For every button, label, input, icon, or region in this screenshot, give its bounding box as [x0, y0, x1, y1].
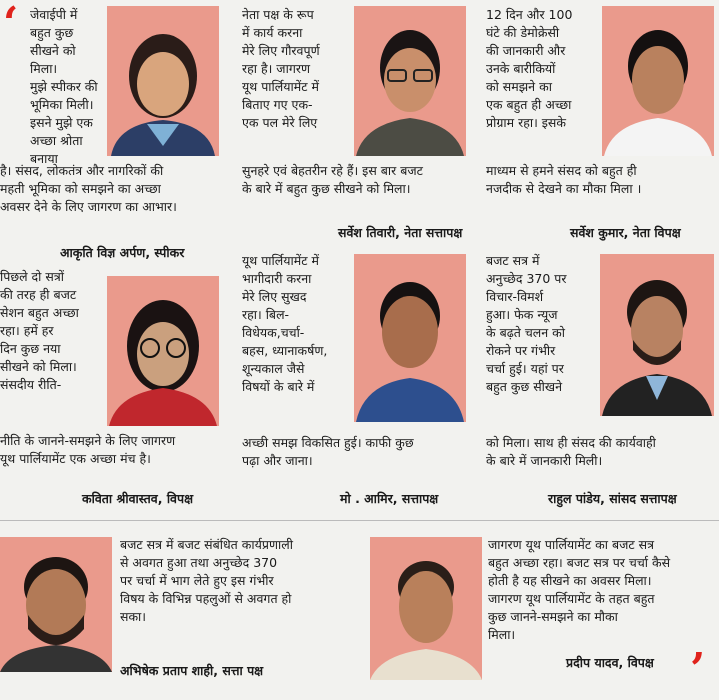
testimonial-8-text: जागरण यूथ पार्लियामेंट का बजट सत्र बहुत अच्छा रहा। बजट सत्र पर चर्चा कैसे होती है यह सीखने का अवसर मिला। जागरण यूथ पार्लियामेंट के तहत बहुत कुछ जानने-समझने का मौका मिला। — [488, 537, 671, 642]
photo-6-portrait — [600, 254, 714, 416]
testimonial-1-signature: आकृति विज्ञ अर्पण, स्पीकर — [60, 245, 185, 260]
photo-4-portrait — [107, 276, 219, 426]
testimonial-4-signature: कविता श्रीवास्तव, विपक्ष — [82, 491, 194, 506]
close-quote-mark: ’ — [690, 644, 706, 695]
testimonial-5-text-top: यूथ पार्लियामेंट में भागीदारी करना मेरे लिए सुखद रहा। बिल- विधेयक,चर्चा- बहस, ध्यानाकर्षण, शून्यकाल जैसे विषयों के बारे में — [242, 253, 328, 394]
photo-3-portrait — [602, 6, 714, 156]
photo-1-portrait — [107, 6, 219, 156]
testimonial-3-text-top: 12 दिन और 100 घंटे की डेमोक्रेसी की जानकारी और उनके बारीकियों को समझने का एक बहुत ही अच्छा प्रोग्राम रहा। इसके — [486, 7, 573, 130]
open-quote-mark: ‘ — [3, 0, 19, 49]
testimonial-4-text-bottom: नीति के जानने-समझने के लिए जागरण यूथ पार्लियामेंट एक अच्छा मंच है। — [0, 433, 176, 466]
testimonial-2-signature: सर्वेश तिवारी, नेता सत्तापक्ष — [338, 225, 463, 240]
testimonial-4-text-top: पिछले दो सत्रों की तरह ही बजट सेशन बहुत अच्छा रहा। हमें हर दिन कुछ नया सीखने को मिला। संसदीय रीति- — [0, 269, 79, 392]
testimonial-1-text-bottom: है। संसद, लोकतंत्र और नागरिकों की महती भूमिका को समझने का अच्छा अवसर देने के लिए जागरण का आभार। — [0, 163, 177, 214]
testimonial-1-text-top: जेवाईपी में बहुत कुछ सीखने को मिला। मुझे स्पीकर की भूमिका मिली। इसने मुझे एक अच्छा श्रोता बनाया — [30, 7, 98, 166]
photo-5-portrait — [354, 254, 466, 422]
section-divider — [0, 520, 719, 521]
testimonial-2-text-top: नेता पक्ष के रूप में कार्य करना मेरे लिए गौरवपूर्ण रहा है। जागरण यूथ पार्लियामेंट में बिताए गए एक- एक पल मेरे लिए — [242, 7, 320, 130]
testimonial-5-text-bottom: अच्छी समझ विकसित हुई। काफी कुछ पढ़ा और जाना। — [242, 435, 414, 468]
testimonial-3-text-bottom: माध्यम से हमने संसद को बहुत ही नजदीक से देखने का मौका मिला । — [486, 163, 642, 196]
testimonial-6-text-top: बजट सत्र में अनुच्छेद 370 पर विचार-विमर्श हुआ। फेक न्यूज के बढ़ते चलन को रोकने पर गंभीर चर्चा हुई। यहां पर बहुत कुछ सीखने — [486, 253, 567, 394]
photo-8-portrait — [370, 537, 482, 680]
testimonial-5-signature: मो . आमिर, सत्तापक्ष — [340, 491, 439, 506]
testimonial-7-text: बजट सत्र में बजट संबंधित कार्यप्रणाली से अवगत हुआ तथा अनुच्छेद 370 पर चर्चा में भाग लेते हुए इस गंभीर विषय के विभिन्न पहलुओं से अवगत हो सका। — [120, 537, 293, 624]
photo-2-portrait — [354, 6, 466, 156]
testimonial-8-signature: प्रदीप यादव, विपक्ष — [566, 655, 654, 670]
testimonial-2-text-bottom: सुनहरे एवं बेहतरीन रहे हैं। इस बार बजट के बारे में बहुत कुछ सीखने को मिला। — [242, 163, 423, 196]
testimonial-7-signature: अभिषेक प्रताप शाही, सत्ता पक्ष — [120, 663, 264, 678]
testimonial-6-text-bottom: को मिला। साथ ही संसद की कार्यवाही के बारे में जानकारी मिली। — [486, 435, 656, 468]
testimonial-3-signature: सर्वेश कुमार, नेता विपक्ष — [570, 225, 681, 240]
testimonial-6-signature: राहुल पांडेय, सांसद सत्तापक्ष — [548, 491, 677, 506]
photo-7-portrait — [0, 537, 112, 672]
